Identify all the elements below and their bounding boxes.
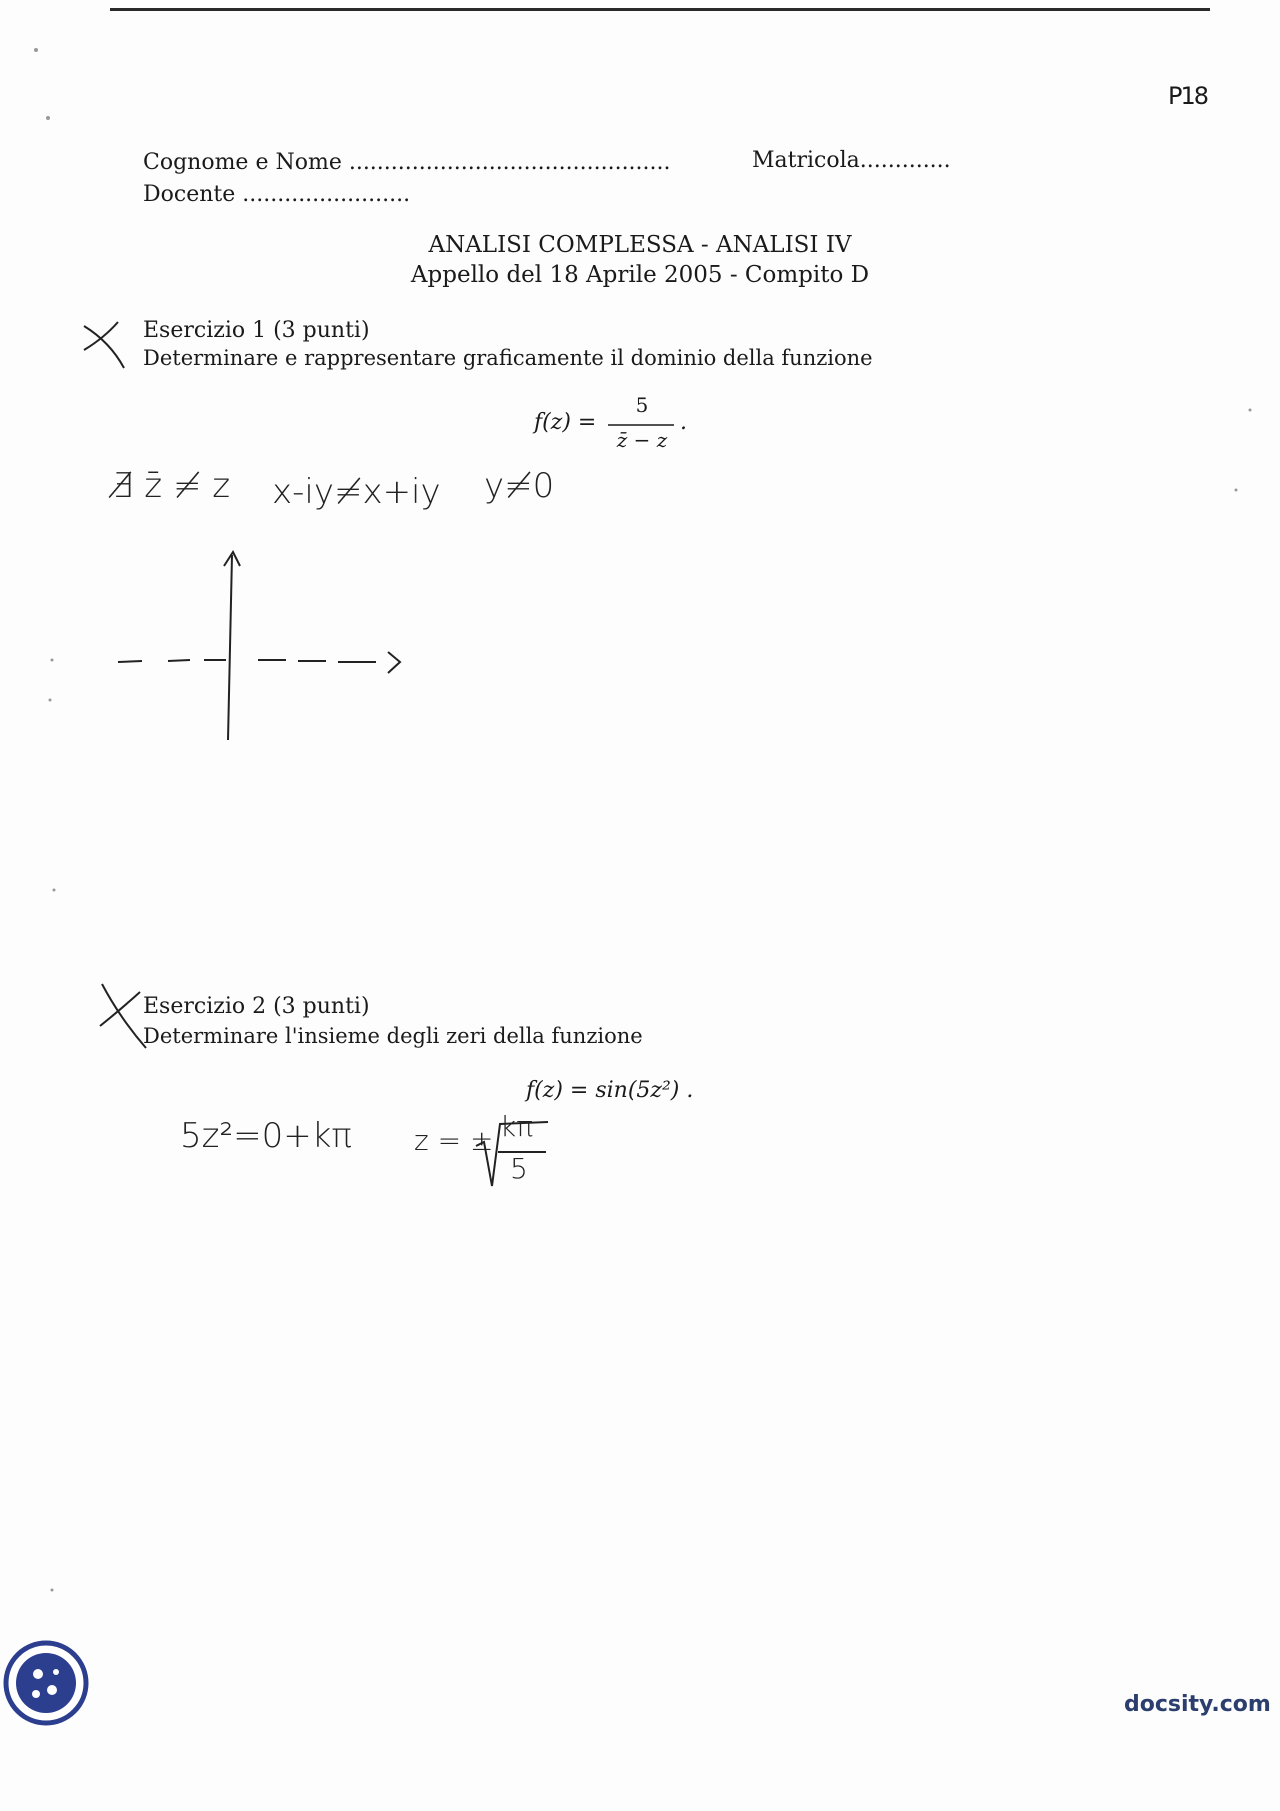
exam-subtitle: Appello del 18 Aprile 2005 - Compito D: [410, 262, 870, 288]
exercise1-formula-denominator: z̄ − z: [616, 428, 668, 452]
exercise2-check-mark: [100, 984, 146, 1048]
exercise2-handwriting-2-denominator: 5: [510, 1152, 528, 1185]
scan-noise: [34, 48, 1252, 1592]
exercise2-handwriting-2-lhs: z = ±: [414, 1124, 494, 1157]
complex-plane-sketch: [118, 552, 400, 740]
exam-title: ANALISI COMPLESSA - ANALISI IV: [428, 232, 852, 258]
exercise1-handwriting-3: y≠0: [484, 466, 555, 506]
exercise1-handwriting-1: ∄ z̄ ≠ z: [112, 466, 231, 506]
name-field: Cognome e Nome ..............................................: [143, 150, 671, 175]
docsity-logo-icon: [6, 1643, 86, 1723]
page-number: P18: [1168, 82, 1208, 110]
exercise2-handwriting-1: 5z²=0+kπ: [180, 1116, 352, 1156]
sqrt-sign: [476, 1122, 548, 1186]
exercise1-formula-end: .: [680, 410, 687, 435]
exercise2-title: Esercizio 2 (3 punti): [143, 994, 370, 1019]
exercise2-text: Determinare l'insieme degli zeri della funzione: [143, 1024, 643, 1048]
matricola-field: Matricola.............: [752, 148, 951, 173]
exercise2-handwriting-2-numerator: kπ: [500, 1110, 534, 1143]
exercise1-formula-numerator: 5: [635, 393, 649, 417]
exercise1-formula-lhs: f(z) =: [534, 410, 597, 435]
docente-field: Docente ........................: [143, 182, 411, 207]
docsity-brand: docsity.com: [1124, 1692, 1271, 1717]
exercise1-text: Determinare e rappresentare graficamente il dominio della funzione: [143, 346, 873, 370]
exercise2-formula: f(z) = sin(5z²) .: [526, 1078, 694, 1103]
exercise1-handwriting-2: x-iy≠x+iy: [272, 472, 441, 512]
exercise1-check-mark: [84, 322, 124, 368]
exercise1-title: Esercizio 1 (3 punti): [143, 318, 370, 343]
